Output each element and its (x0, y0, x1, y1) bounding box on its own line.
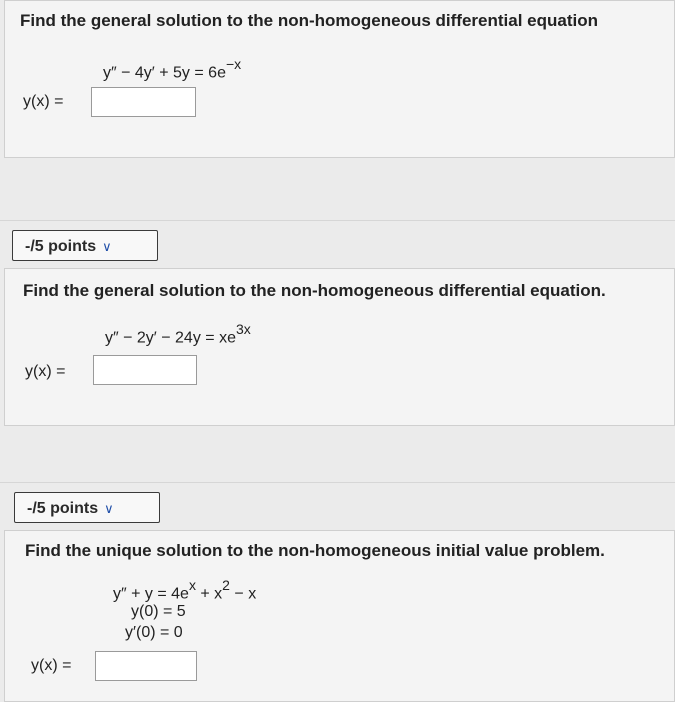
problem-2-equation-lhs: y″ − 2y′ − 24y = xe (105, 329, 236, 347)
problem-3-answer-label: y(x) = (31, 657, 72, 674)
problem-2-equation (105, 323, 251, 347)
problem-1-answer-input[interactable] (91, 87, 196, 117)
problem-3-equation-mid: + x (195, 585, 223, 603)
problem-3-points-dropdown[interactable] (14, 492, 160, 523)
problem-3-card (4, 530, 675, 702)
problem-3-answer-input[interactable] (95, 651, 197, 681)
problem-1-equation-exponent: −x (225, 56, 242, 72)
problem-1-equation (103, 58, 241, 82)
problem-1-answer-label: y(x) = (23, 93, 64, 110)
problem-2-answer-label: y(x) = (25, 363, 66, 380)
problem-1-title: Find the general solution to the non-homogeneous differential equation (20, 11, 598, 30)
problem-2-points-label: -/5 points (25, 238, 97, 255)
problem-3-title: Find the unique solution to the non-homogeneous initial value problem. (25, 541, 605, 560)
problem-3-equation-tail: − x (229, 585, 257, 603)
chevron-down-icon: ∨ (104, 501, 114, 516)
problem-1-equation-lhs: y″ − 4y′ + 5y = 6e (103, 64, 226, 82)
problem-2-answer-input[interactable] (93, 355, 197, 385)
problem-3-initial-condition-2: y′(0) = 0 (125, 624, 183, 641)
problem-3-equation (113, 579, 256, 603)
problem-2-points-dropdown[interactable] (12, 230, 158, 261)
problem-3-initial-condition-1: y(0) = 5 (131, 603, 186, 620)
problem-2-equation-exponent: 3x (235, 321, 251, 337)
problem-3-equation-exponent-2: 2 (222, 577, 230, 593)
section-divider (0, 482, 675, 483)
problem-2-title: Find the general solution to the non-homogeneous differential equation. (23, 281, 606, 300)
problem-3-equation-exponent-1: x (188, 577, 196, 593)
problem-1-card (4, 0, 675, 158)
problem-2-card (4, 268, 675, 426)
chevron-down-icon: ∨ (102, 239, 112, 254)
problem-3-points-label: -/5 points (27, 500, 99, 517)
problem-3-equation-lhs: y″ + y = 4e (113, 585, 189, 603)
section-divider (0, 220, 675, 221)
